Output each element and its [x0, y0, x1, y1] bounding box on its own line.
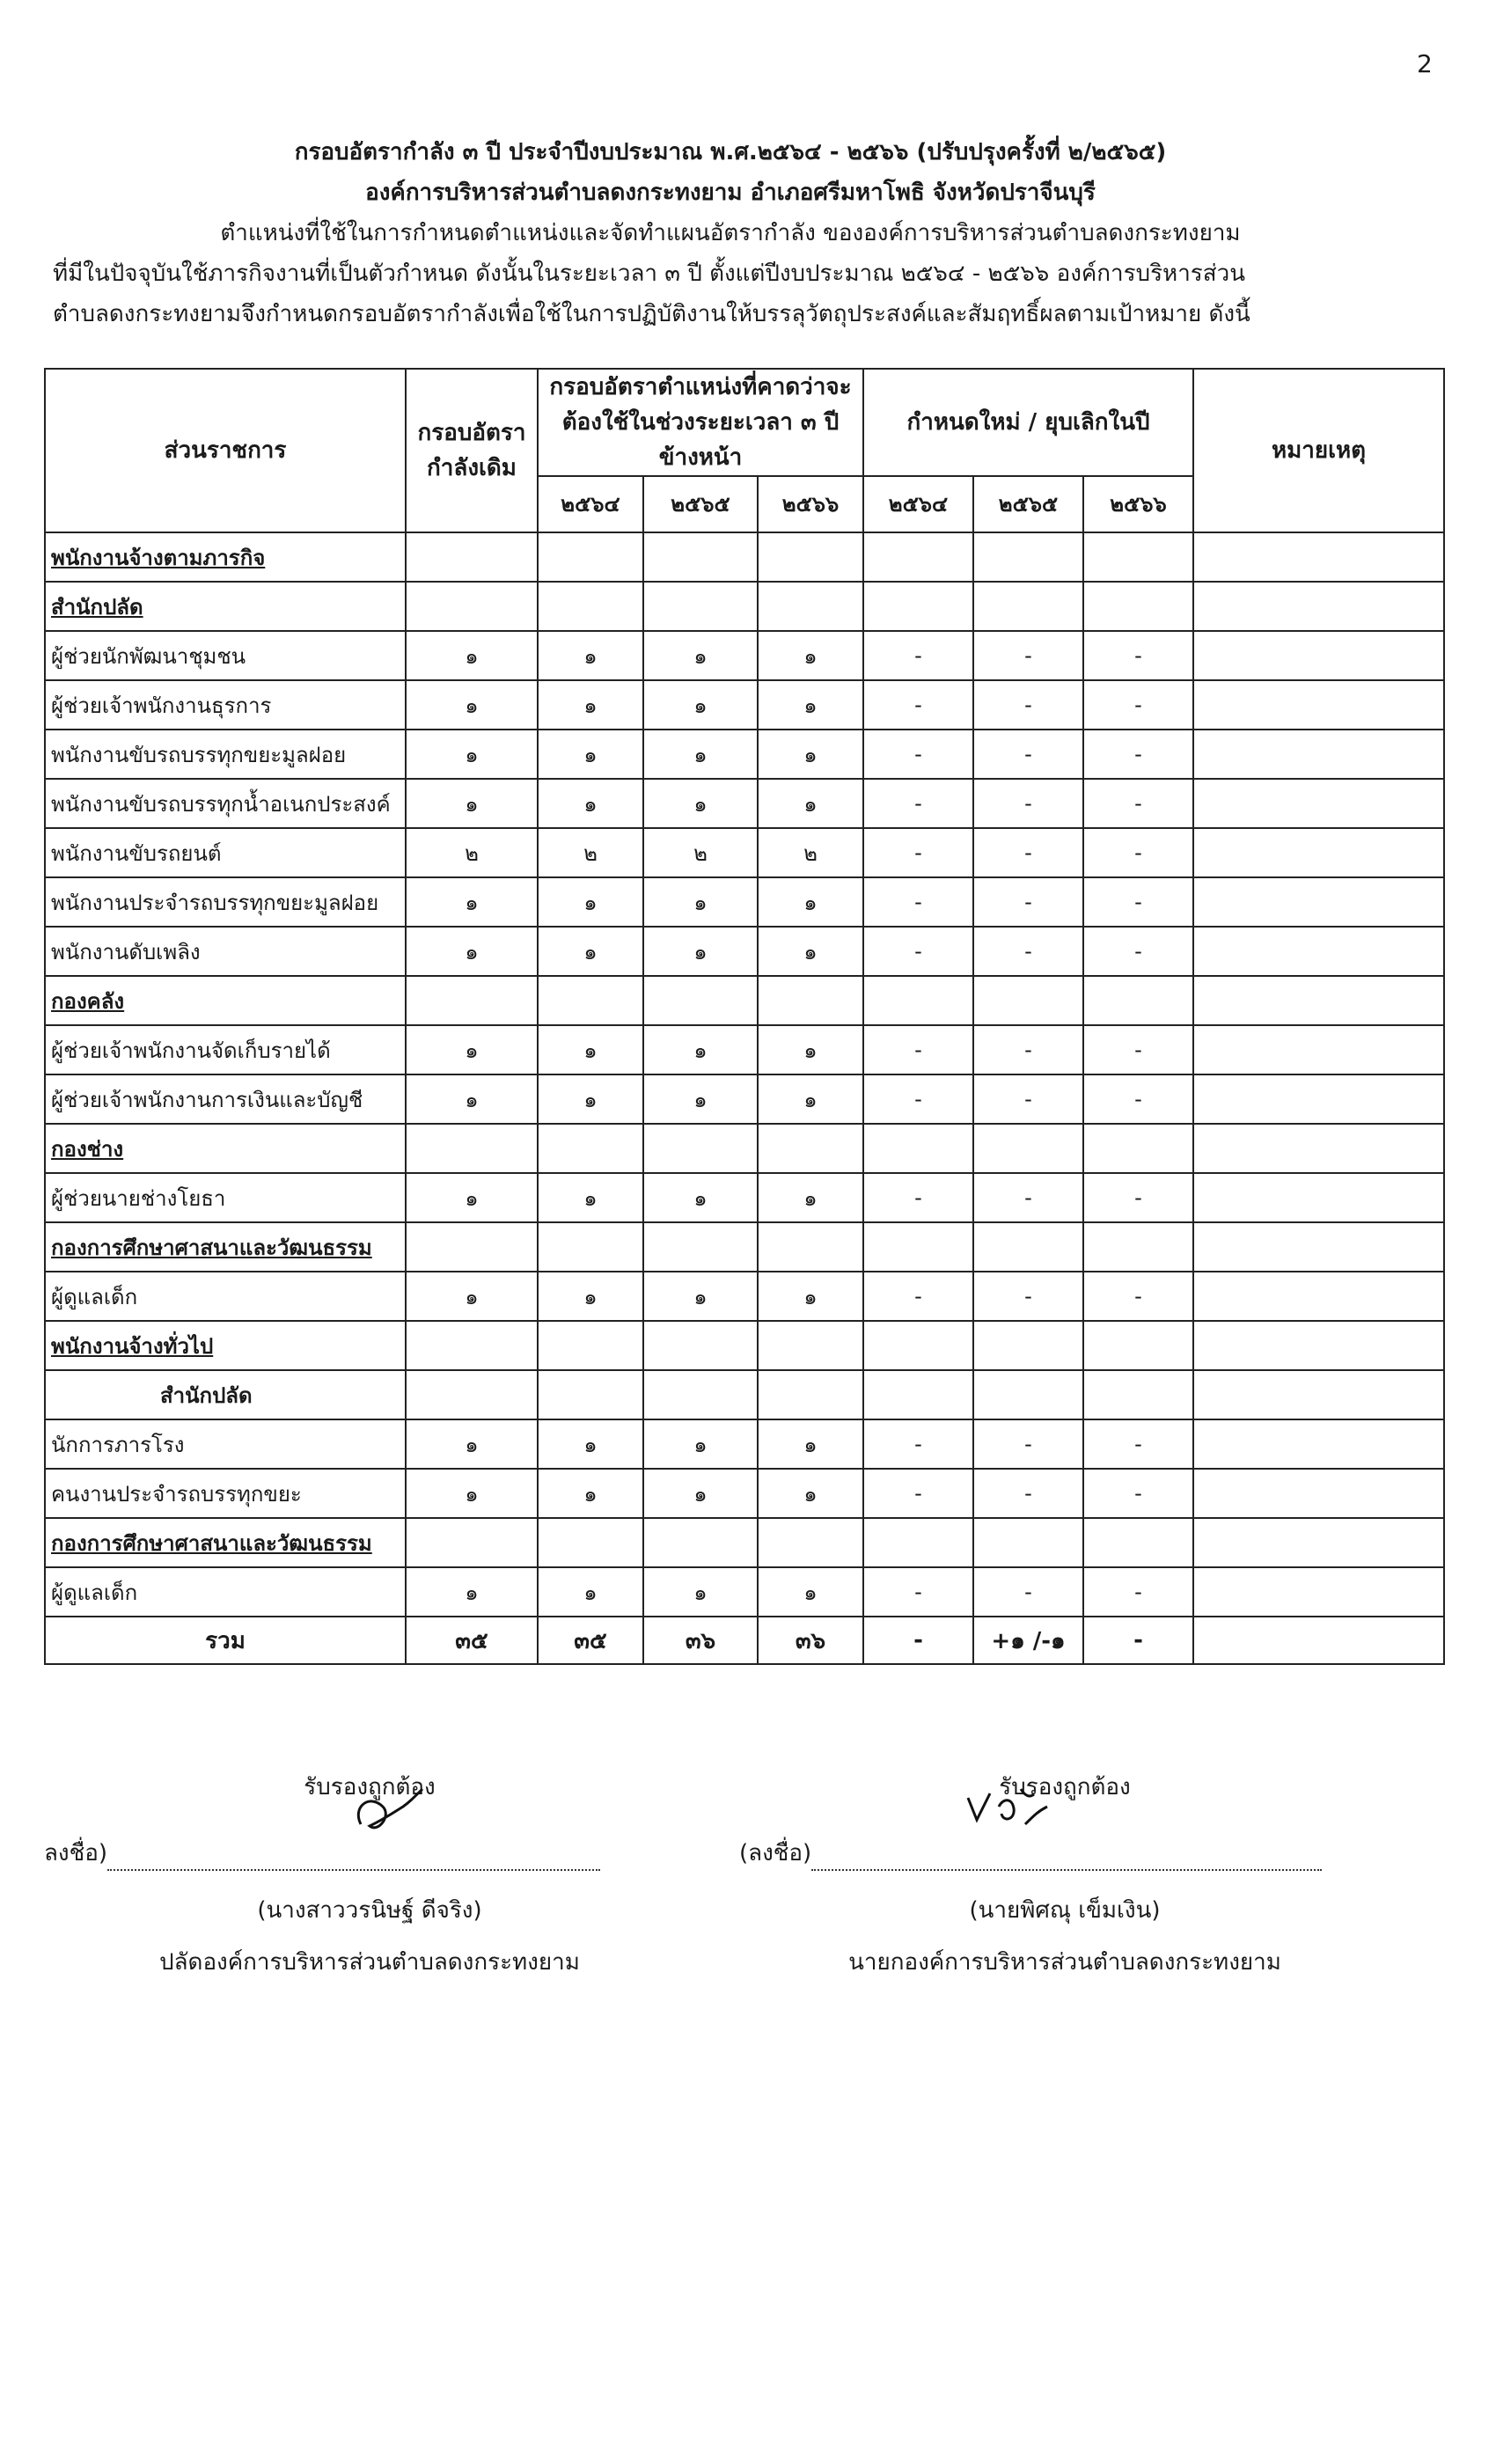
signer-position-left: ปลัดองค์การบริหารส่วนตำบลดงกระทงยาม: [159, 1949, 580, 1976]
row-cell: ๑: [406, 730, 538, 779]
row-cell: ๑: [406, 877, 538, 927]
row-cell: -: [863, 680, 973, 730]
row-cell: -: [863, 828, 973, 877]
row-cell: -: [973, 1272, 1083, 1321]
row-cell: [1083, 582, 1193, 631]
row-cell: [643, 976, 758, 1025]
row-cell: [973, 532, 1083, 582]
row-cell: -: [973, 877, 1083, 927]
row-cell: -: [863, 1074, 973, 1124]
row-cell: [863, 582, 973, 631]
row-cell: -: [863, 877, 973, 927]
row-cell: [1193, 680, 1444, 730]
intro-line-2: ที่มีในปัจจุบันใช้ภารกิจงานที่เป็นตัวกำหนด ดังนั้นในระยะเวลา ๓ ปี ตั้งแต่ปีงบประมาณ ๒๕๖๔ - ๒๕๖๖ องค์การบริหารส่วน: [53, 260, 1245, 287]
row-cell: -: [1083, 1025, 1193, 1074]
row-cell: [1193, 1173, 1444, 1222]
total-cell: ๓๕: [538, 1617, 643, 1664]
row-cell: -: [973, 1419, 1083, 1469]
row-cell: [1083, 532, 1193, 582]
row-cell: [758, 976, 863, 1025]
table-row: [45, 1074, 1444, 1124]
row-cell: ๑: [538, 1272, 643, 1321]
row-cell: [1193, 1124, 1444, 1173]
row-cell: -: [973, 680, 1083, 730]
row-cell: -: [1083, 877, 1193, 927]
row-cell: [643, 1222, 758, 1272]
row-cell: [863, 1222, 973, 1272]
row-cell: -: [863, 1567, 973, 1617]
table-row: [45, 1025, 1444, 1074]
row-cell: ๑: [538, 1074, 643, 1124]
row-label: พนักงานขับรถบรรทุกขยะมูลฝอย: [45, 730, 406, 779]
row-cell: [863, 1370, 973, 1419]
row-cell: -: [863, 1272, 973, 1321]
row-cell: -: [1083, 1567, 1193, 1617]
row-cell: [1193, 631, 1444, 680]
table-row: [45, 1518, 1444, 1567]
row-cell: [1193, 1518, 1444, 1567]
row-cell: ๑: [643, 927, 758, 976]
row-cell: ๑: [643, 631, 758, 680]
signature-block-right: [739, 1769, 1390, 1980]
row-cell: [1083, 1518, 1193, 1567]
row-cell: [406, 582, 538, 631]
row-cell: [1083, 976, 1193, 1025]
title-line-1: กรอบอัตรากำลัง ๓ ปี ประจำปีงบประมาณ พ.ศ.๒๕๖๔ - ๒๕๖๖ (ปรับปรุงครั้งที่ ๒/๒๕๖๕): [294, 139, 1167, 165]
header-original-quota: กรอบอัตรากำลังเดิม: [406, 369, 538, 532]
row-label: ผู้ช่วยนักพัฒนาชุมชน: [45, 631, 406, 680]
row-cell: -: [1083, 1272, 1193, 1321]
signature-block-left: [44, 1769, 695, 1980]
row-cell: [1193, 976, 1444, 1025]
row-cell: ๑: [406, 1025, 538, 1074]
row-cell: -: [973, 631, 1083, 680]
row-cell: [1193, 828, 1444, 877]
table-row: [45, 1419, 1444, 1469]
total-cell: ๓๖: [643, 1617, 758, 1664]
row-cell: [863, 1321, 973, 1370]
certify-label-left: รับรองถูกต้อง: [304, 1774, 436, 1800]
row-cell: [1083, 1370, 1193, 1419]
row-label: พนักงานจ้างทั่วไป: [45, 1321, 406, 1370]
row-cell: [538, 1370, 643, 1419]
row-cell: ๑: [643, 1173, 758, 1222]
row-cell: -: [973, 1173, 1083, 1222]
sign-label-left: ลงชื่อ): [44, 1840, 108, 1866]
intro-line-1: ตำแหน่งที่ใช้ในการกำหนดตำแหน่งและจัดทำแผนอัตรากำลัง ขององค์การบริหารส่วนตำบลดงกระทงยาม: [220, 220, 1241, 246]
row-cell: [1193, 1321, 1444, 1370]
table-row: [45, 730, 1444, 779]
row-cell: ๑: [643, 1419, 758, 1469]
table-row: [45, 582, 1444, 631]
row-cell: [643, 582, 758, 631]
title-line-2: องค์การบริหารส่วนตำบลดงกระทงยาม อำเภอศรีมหาโพธิ จังหวัดปราจีนบุรี: [365, 180, 1096, 206]
row-cell: [758, 1518, 863, 1567]
row-cell: -: [973, 828, 1083, 877]
row-label: กองคลัง: [45, 976, 406, 1025]
row-cell: ๑: [406, 1173, 538, 1222]
row-cell: [538, 532, 643, 582]
row-cell: ๑: [406, 680, 538, 730]
row-cell: -: [863, 779, 973, 828]
row-cell: -: [973, 1074, 1083, 1124]
row-cell: ๑: [758, 877, 863, 927]
row-label: พนักงานประจำรถบรรทุกขยะมูลฝอย: [45, 877, 406, 927]
row-cell: ๑: [643, 1025, 758, 1074]
row-cell: [643, 1321, 758, 1370]
row-cell: [406, 532, 538, 582]
row-cell: [1193, 877, 1444, 927]
document-header: [26, 132, 1434, 334]
row-cell: -: [863, 1025, 973, 1074]
row-label: สำนักปลัด: [45, 1370, 406, 1419]
row-label: ผู้ดูแลเด็ก: [45, 1272, 406, 1321]
signer-name-right: (นายพิศณุ เข็มเงิน): [969, 1897, 1161, 1924]
table-row: [45, 1370, 1444, 1419]
row-cell: [538, 976, 643, 1025]
row-cell: ๑: [758, 1074, 863, 1124]
row-cell: [863, 1124, 973, 1173]
table-row: [45, 631, 1444, 680]
table-row: [45, 1469, 1444, 1518]
row-cell: ๒: [758, 828, 863, 877]
row-cell: -: [863, 730, 973, 779]
row-cell: ๑: [758, 1469, 863, 1518]
row-cell: -: [973, 779, 1083, 828]
table-row: [45, 1173, 1444, 1222]
row-cell: [406, 1222, 538, 1272]
row-cell: [973, 582, 1083, 631]
row-cell: -: [973, 1567, 1083, 1617]
row-label: สำนักปลัด: [45, 582, 406, 631]
row-cell: ๑: [406, 631, 538, 680]
row-cell: ๑: [643, 1074, 758, 1124]
row-cell: [973, 1518, 1083, 1567]
row-cell: ๑: [758, 631, 863, 680]
row-label: ผู้ช่วยเจ้าพนักงานการเงินและบัญชี: [45, 1074, 406, 1124]
row-cell: ๑: [758, 730, 863, 779]
row-cell: ๑: [538, 631, 643, 680]
row-cell: [406, 1321, 538, 1370]
table-row: [45, 1124, 1444, 1173]
row-label: ผู้ดูแลเด็ก: [45, 1567, 406, 1617]
row-cell: [863, 976, 973, 1025]
row-cell: [1083, 1321, 1193, 1370]
row-cell: [758, 1370, 863, 1419]
row-cell: -: [1083, 828, 1193, 877]
row-cell: [538, 1222, 643, 1272]
row-cell: [1193, 532, 1444, 582]
row-cell: [643, 1518, 758, 1567]
row-cell: ๑: [538, 680, 643, 730]
row-cell: [643, 1370, 758, 1419]
row-cell: -: [863, 1469, 973, 1518]
row-cell: [406, 976, 538, 1025]
row-cell: ๒: [406, 828, 538, 877]
row-cell: -: [1083, 1419, 1193, 1469]
row-cell: [973, 1222, 1083, 1272]
row-cell: ๑: [406, 1419, 538, 1469]
row-cell: [1193, 1469, 1444, 1518]
row-cell: [538, 582, 643, 631]
row-cell: ๑: [758, 680, 863, 730]
row-cell: [1193, 1025, 1444, 1074]
row-cell: [1193, 1370, 1444, 1419]
row-cell: ๑: [643, 1469, 758, 1518]
row-cell: ๑: [538, 1567, 643, 1617]
row-cell: [863, 1518, 973, 1567]
row-cell: ๑: [758, 927, 863, 976]
row-cell: ๑: [538, 779, 643, 828]
row-cell: [1193, 779, 1444, 828]
row-cell: ๑: [758, 1419, 863, 1469]
row-cell: [973, 976, 1083, 1025]
header-year-4: ๒๕๖๕: [973, 476, 1083, 532]
signer-name-left: (นางสาววรนิษฐ์ ดีจริง): [257, 1897, 482, 1924]
table-row: [45, 680, 1444, 730]
row-label: พนักงานดับเพลิง: [45, 927, 406, 976]
row-cell: [758, 1124, 863, 1173]
page-number: 2: [1417, 49, 1433, 78]
row-label: กองการศึกษาศาสนาและวัฒนธรรม: [45, 1518, 406, 1567]
row-label: กองการศึกษาศาสนาและวัฒนธรรม: [45, 1222, 406, 1272]
header-remark: หมายเหตุ: [1193, 369, 1444, 532]
row-cell: [406, 1518, 538, 1567]
row-cell: [758, 1222, 863, 1272]
row-cell: [1193, 1419, 1444, 1469]
row-label: ผู้ช่วยเจ้าพนักงานธุรการ: [45, 680, 406, 730]
row-cell: [643, 1124, 758, 1173]
row-cell: ๒: [643, 828, 758, 877]
row-cell: [1083, 1222, 1193, 1272]
header-year-1: ๒๕๖๕: [643, 476, 758, 532]
row-cell: [1193, 1222, 1444, 1272]
row-cell: -: [1083, 1074, 1193, 1124]
table-row: [45, 1321, 1444, 1370]
header-division: ส่วนราชการ: [45, 369, 406, 532]
total-cell: -: [1083, 1617, 1193, 1664]
row-cell: [758, 582, 863, 631]
intro-line-3: ตำบลดงกระทงยามจึงกำหนดกรอบอัตรากำลังเพื่อใช้ในการปฏิบัติงานให้บรรลุวัตถุประสงค์และสัมฤทธิ์ผลตามเป้าหมาย ดังนี้: [53, 301, 1250, 327]
row-label: พนักงานขับรถบรรทุกน้ำอเนกประสงค์: [45, 779, 406, 828]
row-cell: ๒: [538, 828, 643, 877]
row-cell: [643, 532, 758, 582]
row-cell: -: [1083, 730, 1193, 779]
row-cell: ๑: [758, 1272, 863, 1321]
header-year-2: ๒๕๖๖: [758, 476, 863, 532]
row-cell: -: [973, 1025, 1083, 1074]
row-cell: ๑: [406, 1074, 538, 1124]
row-cell: ๑: [538, 927, 643, 976]
row-cell: -: [1083, 631, 1193, 680]
row-cell: ๑: [406, 779, 538, 828]
row-cell: ๑: [758, 779, 863, 828]
row-cell: -: [1083, 927, 1193, 976]
row-cell: ๑: [406, 1469, 538, 1518]
handwritten-signature-right: [950, 1771, 1074, 1851]
row-cell: -: [973, 730, 1083, 779]
total-cell: -: [863, 1617, 973, 1664]
row-cell: [863, 532, 973, 582]
row-cell: [758, 532, 863, 582]
row-cell: ๑: [758, 1567, 863, 1617]
row-cell: ๑: [406, 1272, 538, 1321]
row-cell: -: [1083, 1469, 1193, 1518]
table-row: [45, 532, 1444, 582]
row-cell: [538, 1124, 643, 1173]
header-new-cancel: กำหนดใหม่ / ยุบเลิกในปี: [863, 369, 1193, 476]
row-cell: [973, 1321, 1083, 1370]
table-row: [45, 828, 1444, 877]
row-cell: ๑: [538, 1173, 643, 1222]
row-cell: ๑: [538, 877, 643, 927]
row-cell: ๑: [406, 927, 538, 976]
row-cell: [1193, 582, 1444, 631]
total-cell: ๓๕: [406, 1617, 538, 1664]
row-label: กองช่าง: [45, 1124, 406, 1173]
row-label: นักการภารโรง: [45, 1419, 406, 1469]
header-year-5: ๒๕๖๖: [1083, 476, 1193, 532]
row-cell: [538, 1321, 643, 1370]
row-label: ผู้ช่วยเจ้าพนักงานจัดเก็บรายได้: [45, 1025, 406, 1074]
row-cell: ๑: [643, 1567, 758, 1617]
row-label: ผู้ช่วยนายช่างโยธา: [45, 1173, 406, 1222]
row-cell: [1193, 1272, 1444, 1321]
table-row: [45, 1272, 1444, 1321]
row-cell: [973, 1124, 1083, 1173]
row-cell: -: [863, 631, 973, 680]
table-row: [45, 1567, 1444, 1617]
row-cell: [973, 1370, 1083, 1419]
row-cell: -: [1083, 680, 1193, 730]
total-cell: ๓๖: [758, 1617, 863, 1664]
row-cell: ๑: [538, 730, 643, 779]
row-cell: ๑: [538, 1469, 643, 1518]
row-cell: ๑: [758, 1173, 863, 1222]
row-cell: ๑: [538, 1025, 643, 1074]
total-label: รวม: [45, 1617, 406, 1664]
header-year-0: ๒๕๖๔: [538, 476, 643, 532]
signer-position-right: นายกองค์การบริหารส่วนตำบลดงกระทงยาม: [848, 1949, 1281, 1976]
row-cell: [538, 1518, 643, 1567]
table-row: [45, 1222, 1444, 1272]
total-cell: [1193, 1617, 1444, 1664]
row-cell: ๑: [643, 1272, 758, 1321]
total-row: [45, 1617, 1444, 1664]
row-label: พนักงานขับรถยนต์: [45, 828, 406, 877]
table-row: [45, 877, 1444, 927]
row-cell: ๑: [643, 680, 758, 730]
row-cell: -: [1083, 779, 1193, 828]
row-label: คนงานประจำรถบรรทุกขยะ: [45, 1469, 406, 1518]
row-cell: -: [973, 927, 1083, 976]
staff-quota-table: [44, 368, 1445, 1665]
header-projected: กรอบอัตราตำแหน่งที่คาดว่าจะต้องใช้ในช่วงระยะเวลา ๓ ปีข้างหน้า: [538, 369, 863, 476]
row-cell: ๑: [643, 779, 758, 828]
certify-label-right: รับรองถูกต้อง: [999, 1774, 1131, 1800]
handwritten-signature-left: [334, 1771, 440, 1851]
row-cell: -: [863, 1419, 973, 1469]
row-cell: ๑: [538, 1419, 643, 1469]
row-cell: -: [1083, 1173, 1193, 1222]
row-cell: [1083, 1124, 1193, 1173]
row-cell: ๑: [406, 1567, 538, 1617]
row-cell: [1193, 730, 1444, 779]
table-row: [45, 927, 1444, 976]
row-cell: [1193, 1074, 1444, 1124]
row-cell: [758, 1321, 863, 1370]
table-row: [45, 779, 1444, 828]
row-cell: ๑: [643, 730, 758, 779]
row-label: พนักงานจ้างตามภารกิจ: [45, 532, 406, 582]
row-cell: [1193, 927, 1444, 976]
row-cell: -: [863, 1173, 973, 1222]
row-cell: [406, 1370, 538, 1419]
table-row: [45, 976, 1444, 1025]
row-cell: [1193, 1567, 1444, 1617]
header-year-3: ๒๕๖๔: [863, 476, 973, 532]
row-cell: [406, 1124, 538, 1173]
total-cell: +๑ /-๑: [973, 1617, 1083, 1664]
row-cell: -: [973, 1469, 1083, 1518]
row-cell: ๑: [643, 877, 758, 927]
row-cell: ๑: [758, 1025, 863, 1074]
row-cell: -: [863, 927, 973, 976]
sign-label-right: (ลงชื่อ): [739, 1840, 812, 1866]
